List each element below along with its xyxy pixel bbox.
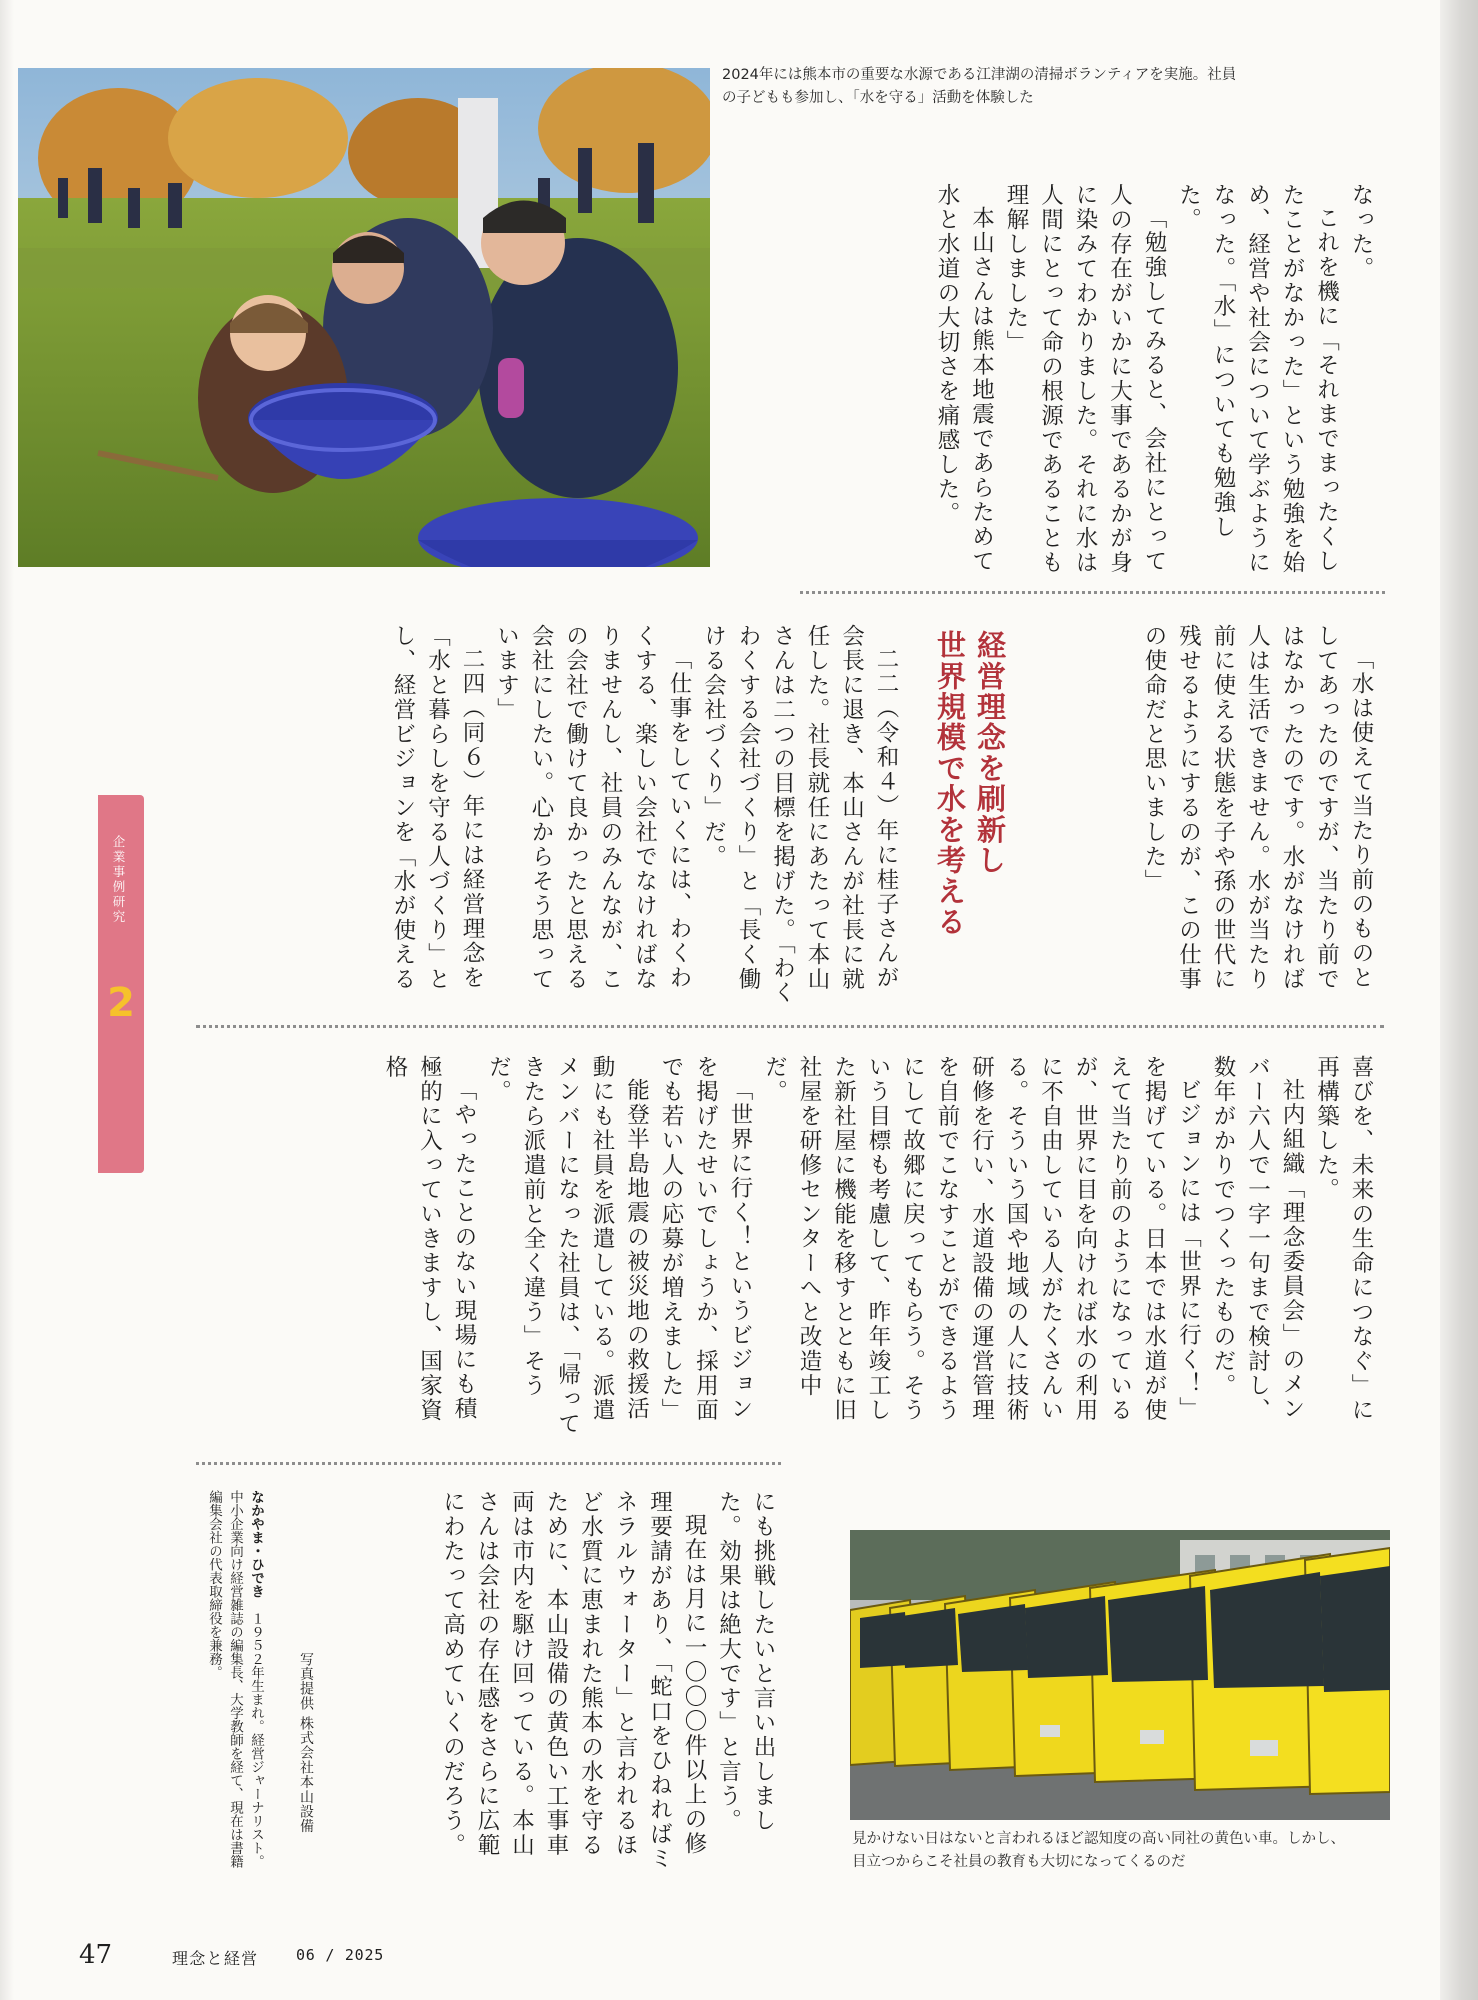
tier2-paragraph-3: 「仕事をしていくには、わくわくする、楽しい会社でなければなりませんし、社員のみんなが、この会社で働けて良かったと思える会社にしたい。心からそう思っています」 bbox=[493, 624, 692, 992]
tier4-paragraph-1: にも挑戦したいと言い出しました。効果は絶大です」と言う。 bbox=[715, 1490, 776, 1834]
dotted-divider bbox=[196, 1025, 1384, 1028]
tier2-paragraph-4: 二四（同６）年には経営理念を「水と暮らしを守る人づくり」とし、経営ビジョンを「水が使える bbox=[390, 624, 485, 992]
tier4-body-text bbox=[435, 1490, 780, 1874]
photo-credit: 写真提供 株式会社本山設備 bbox=[298, 1652, 314, 1834]
author-profile bbox=[203, 1490, 266, 1870]
tier1-paragraph-3: 「勉強してみると、会社にとって人の存在がいかに大事であるかが身に染みてわかりました。それに水は人間にとって命の根源であることも理解しました」 bbox=[1003, 183, 1167, 576]
tier3-paragraph-4: 「世界に行く！というビジョンを掲げたせいでしょうか、採用面でも若い人の応募が増えました」 bbox=[658, 1055, 753, 1423]
volunteer-cleaning-photo bbox=[18, 68, 710, 567]
tier2-body-text bbox=[1137, 624, 1379, 1008]
tier1-paragraph-2: これを機に「それまでまったくしたことがなかった」という勉強を始め、経営や社会について学ぶようになった。「水」についても勉強した。 bbox=[1175, 183, 1340, 576]
page-gutter-left bbox=[0, 0, 14, 2000]
page-number: 47 bbox=[79, 1940, 113, 1970]
dotted-divider bbox=[800, 591, 1385, 594]
tier1-paragraph-4: 本山さんは熊本地震であらためて水と水道の大切さを痛感した。 bbox=[934, 183, 995, 574]
tier4-paragraph-2: 現在は月に一〇〇〇件以上の修理要請があり、「蛇口をひねればミネラルウォーター」と言われるほど水質に恵まれた熊本の水を守るために、本山設備の黄色い工事車両は市内を駆け回っている。本山さんは会社の存在感をさらに広範にわたって高めていくのだろう。 bbox=[439, 1490, 707, 1872]
section-tab-label: 企業事例研究 bbox=[111, 835, 126, 925]
tier3-paragraph-2: 社内組織「理念委員会」のメンバー六人で一字一句まで検討し、数年がかりでつくったものだ。 bbox=[1210, 1055, 1305, 1423]
tier2-paragraph-1: 「水は使えて当たり前のものとしてあったのですが、当たり前ではなかったのです。水がなければ人は生活できません。水が当たり前に使える状態を子や孫の世代に残せるようにするのが、この仕事の使命だと思いました」 bbox=[1141, 624, 1374, 992]
section-headline bbox=[930, 630, 1010, 937]
tier2-paragraph-2: 二二（令和４）年に桂子さんが会長に退き、本山さんが社長に就任した。社長就任にあたって本山さんは二つの目標を掲げた。「わくわくする会社づくり」と「長く働ける会社づくり」だ。 bbox=[700, 624, 899, 1006]
section-tab-number: 2 bbox=[107, 980, 135, 1026]
top-photo-caption: 2024年には熊本市の重要な水源である江津湖の清掃ボランティアを実施。社員の子どもも参加し、「水を守る」活動を体験した bbox=[722, 67, 1237, 106]
headline-line-1: 経営理念を刷新し bbox=[973, 630, 1007, 876]
tier1-paragraph-1: なった。 bbox=[1348, 183, 1374, 282]
dotted-divider bbox=[196, 1462, 781, 1465]
author-bio: １９５２年生まれ。経営ジャーナリスト。中小企業向け経営雑誌の編集長、大学教師を経て、現在は書籍編集会社の代表取締役を兼務。 bbox=[206, 1490, 264, 1868]
headline-line-2: 世界規模で水を考える bbox=[933, 630, 967, 938]
issue-date: 06 / 2025 bbox=[296, 1946, 385, 1964]
bottom-photo-caption: 見かけない日はないと言われるほど認知度の高い同社の黄色い車。しかし、目立つからこそ社員の教育も大切になってくるのだ bbox=[852, 1831, 1345, 1870]
tier3-paragraph-5: 能登半島地震の被災地の救援活動にも社員を派遣している。派遣メンバーになった社員は、「帰ってきたら派遣前と全く違う」そうだ。 bbox=[485, 1055, 650, 1437]
tier2-body-text-continued bbox=[386, 624, 904, 1008]
magazine-name: 理念と経営 bbox=[172, 1949, 259, 1968]
author-name: なかやま・ひでき bbox=[248, 1490, 264, 1598]
tier3-paragraph-1: 喜びを、未来の生命につなぐ」に再構築した。 bbox=[1313, 1055, 1374, 1423]
yellow-trucks-photo bbox=[850, 1530, 1390, 1820]
tier3-body-text bbox=[378, 1055, 1379, 1439]
tier1-body-text bbox=[930, 183, 1379, 583]
tier3-paragraph-6: 「やったことのない現場にも積極的に入っていきますし、国家資格 bbox=[382, 1055, 477, 1423]
tier3-paragraph-3: ビジョンには「世界に行く！」を掲げている。日本では水道が使えて当たり前のようになっているが、世界に目を向ければ水の利用に不自由している人がたくさんいる。そういう国や地域の人に技術研修を行い、水道設備の運営管理を自前でこなすことができるようにして故郷に戻ってもらう。そういう目標も考慮して、昨年竣工した新社屋に機能を移すとともに旧社屋を研修センターへと改造中だ。 bbox=[761, 1055, 1202, 1423]
page-binding-shadow bbox=[1440, 0, 1478, 2000]
